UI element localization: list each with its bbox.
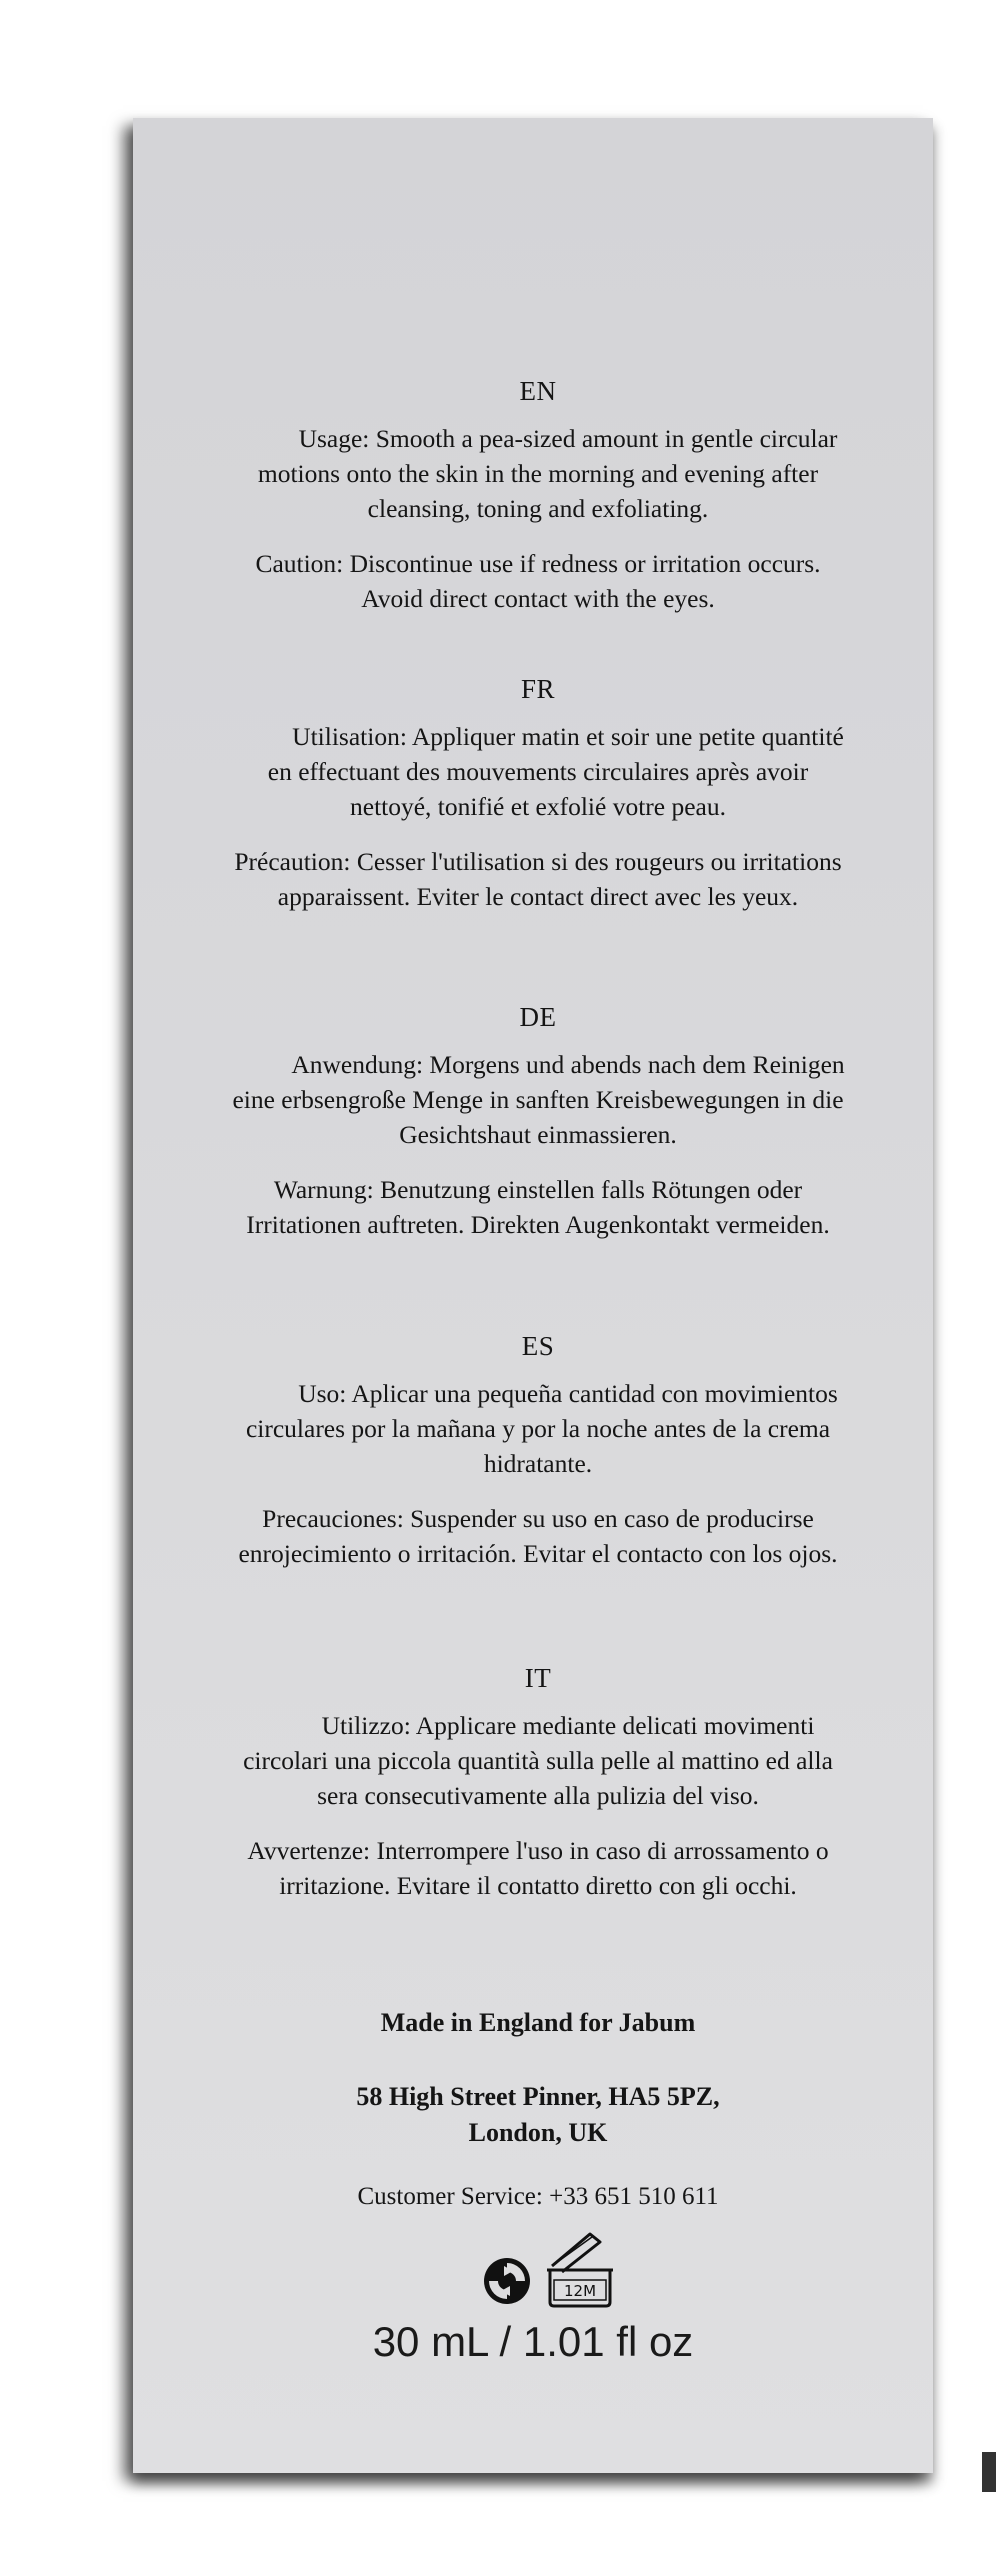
- product-box-panel: [133, 118, 933, 2473]
- usage-text-it: Utilizzo: Applicare mediante delicati movimenti circolari una piccola quantità sulla pelle al mattino ed alla sera consecutivamente alla pulizia del viso.: [243, 1711, 833, 1810]
- customer-service-line: [228, 2183, 848, 2211]
- section-lang-it: IT: [524, 1663, 552, 1693]
- caution-text-fr: Précaution: Cesser l'utilisation si des rougeurs ou irritations apparaissent. Eviter le contact direct avec les yeux.: [234, 847, 842, 911]
- caution-text-it: Avvertenze: Interrompere l'uso in caso di arrossamento o irritazione. Evitare il contatto diretto con gli occhi.: [247, 1836, 829, 1900]
- caution-text-es: Precauciones: Suspender su uso en caso de producirse enrojecimiento o irritación. Evitar el contacto con los ojos.: [238, 1504, 838, 1568]
- address-block: [228, 2079, 848, 2151]
- made-in-line: [228, 2005, 848, 2041]
- section-en: [228, 376, 848, 636]
- section-lang-de: DE: [519, 1002, 557, 1032]
- section-it: [228, 1663, 848, 1923]
- green-dot-recycling-icon: [482, 2256, 532, 2306]
- pao-label: 12M: [563, 2282, 597, 2300]
- caution-text-de: Warnung: Benutzung einstellen falls Rötungen oder Irritationen auftreten. Direkten Augenkontakt vermeiden.: [246, 1175, 830, 1239]
- section-lang-en: EN: [519, 376, 557, 406]
- section-lang-fr: FR: [520, 674, 556, 704]
- address-line-1: 58 High Street Pinner, HA5 5PZ,: [356, 2082, 720, 2111]
- made-in-text: Made in England for Jabum: [380, 2008, 696, 2037]
- symbols-row: [482, 2228, 642, 2310]
- usage-text-fr: Utilisation: Appliquer matin et soir une petite quantité en effectuant des mouvements circulaires après avoir nettoyé, tonifié et exfolié votre peau.: [267, 722, 844, 821]
- usage-text-en: Usage: Smooth a pea-sized amount in gentle circular motions onto the skin in the morning and evening after cleansing, toning and exfoliating.: [257, 424, 838, 523]
- edge-mark: [982, 2452, 996, 2492]
- caution-text-en: Caution: Discontinue use if redness or irritation occurs. Avoid direct contact with the eyes.: [255, 549, 821, 613]
- section-de: [228, 1002, 848, 1262]
- section-es: [228, 1331, 848, 1591]
- customer-service-text: Customer Service: +33 651 510 611: [357, 2183, 719, 2210]
- usage-text-es: Uso: Aplicar una pequeña cantidad con movimientos circulares por la mañana y por la noche antes de la crema hidratante.: [245, 1379, 838, 1478]
- section-lang-es: ES: [521, 1331, 555, 1361]
- usage-text-de: Anwendung: Morgens und abends nach dem Reinigen eine erbsengroße Menge in sanften Kreisbewegungen in die Gesichtshaut einmassieren.: [232, 1050, 845, 1149]
- open-jar-pao-icon: [542, 2228, 622, 2308]
- section-fr: [228, 674, 848, 934]
- volume-text: 30 mL / 1.01 fl oz: [372, 2318, 694, 2365]
- address-line-2: London, UK: [468, 2118, 608, 2147]
